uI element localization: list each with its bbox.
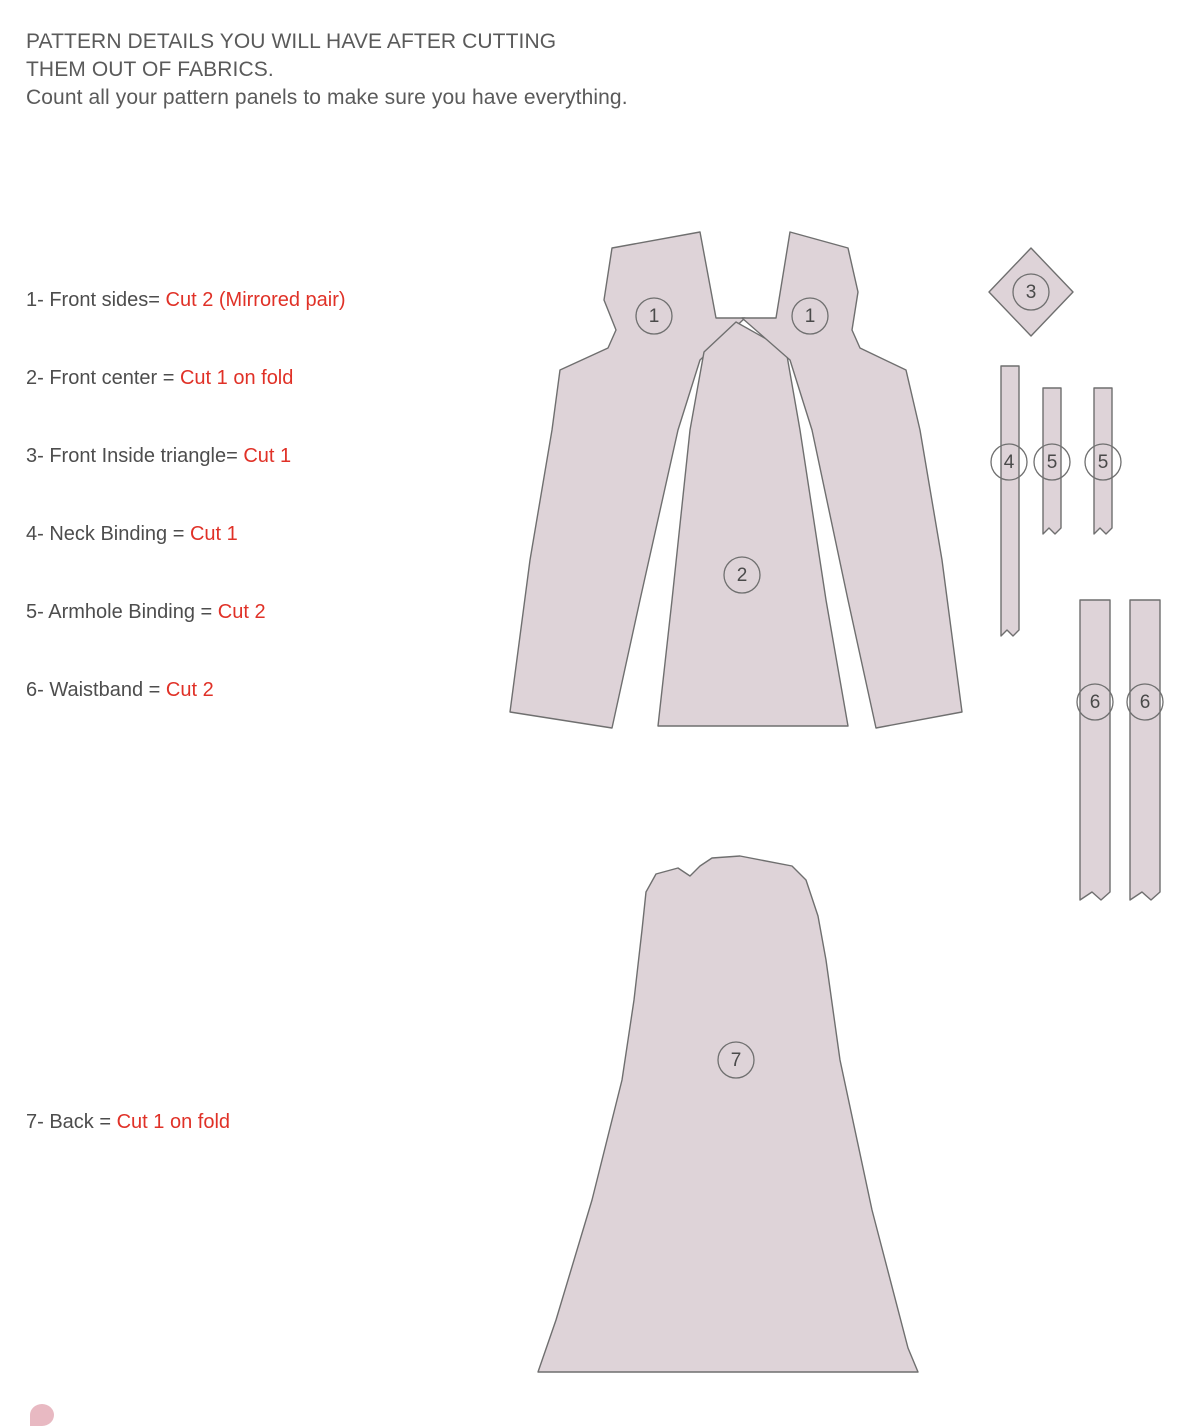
pattern-piece-neck-binding [991,366,1027,636]
badge-7-text: 7 [730,1050,742,1072]
header-line-3: Count all your pattern panels to make sure you have everything. [26,86,628,109]
legend-item-2-cut: Cut 1 on fold [179,367,294,389]
pattern-piece-armhole-binding-a [1034,388,1070,534]
badge-6a-text: 6 [1089,692,1101,714]
legend-item-6-label: 6- Waistband = [26,679,166,701]
legend-item-2-label: 2- Front center = [26,367,180,389]
legend-item-3-label: 3- Front Inside triangle= [26,445,244,467]
badge-5b-text: 5 [1097,452,1109,474]
legend-item-4-cut: Cut 1 [189,523,238,545]
legend-item-1-label: 1- Front sides= [26,289,166,311]
legend-item-7-label: 7- Back = [26,1111,117,1133]
badge-2-text: 2 [736,565,748,587]
legend-item-6-cut: Cut 2 [165,679,214,701]
pattern-piece-back [538,856,918,1372]
pattern-piece-inside-triangle [989,248,1073,336]
header-line-1: PATTERN DETAILS YOU WILL HAVE AFTER CUTTING [26,30,557,53]
legend-item-3-cut: Cut 1 [243,445,292,467]
pattern-piece-waistband-a [1077,600,1113,900]
badge-3-text: 3 [1025,282,1037,304]
legend-item-4-label: 4- Neck Binding = [26,523,190,545]
badge-1-right-text: 1 [804,306,816,328]
legend-item-1-cut: Cut 2 (Mirrored pair) [165,289,346,311]
badge-1-left-text: 1 [648,306,660,328]
pattern-piece-armhole-binding-b [1085,388,1121,534]
legend-item-5-label: 5- Armhole Binding = [26,601,218,623]
legend-item-7-cut: Cut 1 on fold [116,1111,231,1133]
badge-6b-text: 6 [1139,692,1151,714]
header-line-2: THEM OUT OF FABRICS. [26,58,274,81]
decorative-corner-mark [30,1404,54,1426]
legend-item-5-cut: Cut 2 [217,601,266,623]
pattern-piece-waistband-b [1127,600,1163,900]
badge-5a-text: 5 [1046,452,1058,474]
badge-4-text: 4 [1003,452,1015,474]
